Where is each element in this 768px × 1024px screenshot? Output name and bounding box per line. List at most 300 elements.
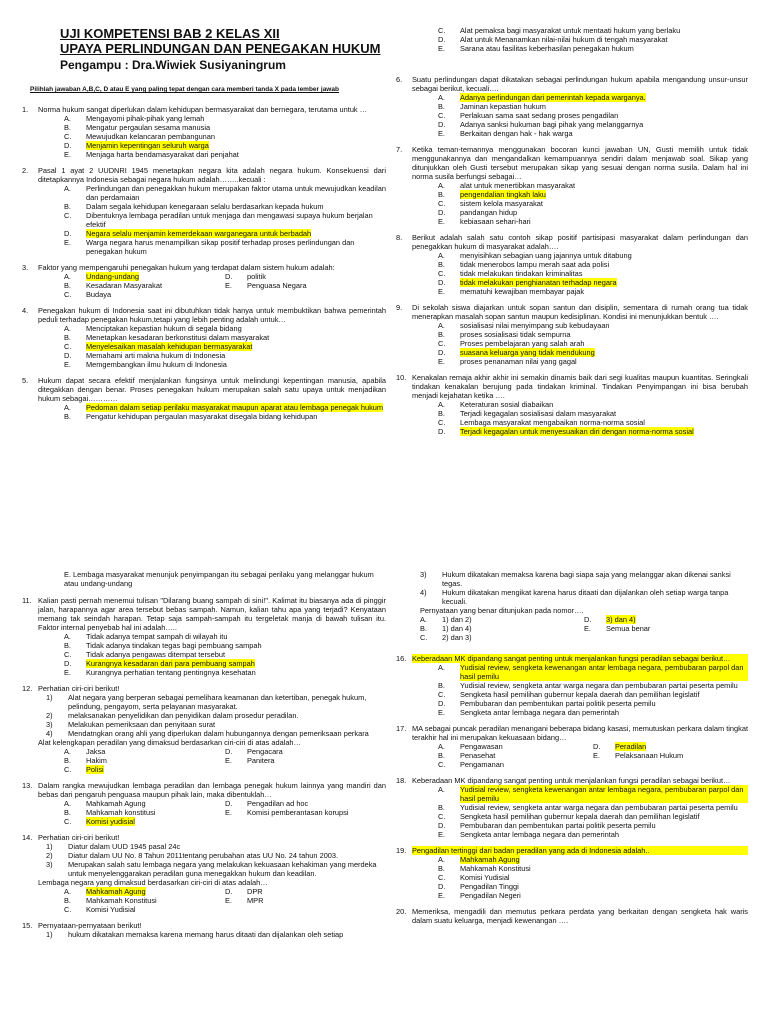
question-stem [22,833,386,842]
option-text: Pengadilan Negeri [460,891,521,900]
answer-option [64,324,386,333]
answer-option [438,44,748,53]
question-list-page1-left [22,105,386,421]
option-text: hukum dikatakan memaksa karena memang harus ditaati dan dijalankan oleh setiap [68,930,344,939]
question-text: Keberadaan MK dipandang sangat penting untuk menjalankan fungsi peradilan sebagai berikut… [412,654,748,663]
question-number: 19. [396,846,407,855]
answer-option [64,668,386,677]
question-number: 15. [22,921,33,930]
answer-option [438,409,748,418]
option-text: Mahkamah Konstitusi [460,864,531,873]
answer-option [438,427,748,436]
answer-option [64,281,225,290]
author-line: Pengampu : Dra.Wiwiek Susiyaningrum [60,58,286,72]
option-text: Terjadi kegagalan untuk menyesuaikan diri dengan norma-norma sosial [460,427,694,436]
option-letter: B. [64,896,71,905]
option-letter: E. [584,624,591,633]
answer-option [64,351,386,360]
option-text: Sengketa hasil pemilihan gubernur kepala daerah dan pemilihan legislatif [460,690,700,699]
question-stem [396,654,748,663]
option-text: menyisihkan sebagian uang jajannya untuk ditabung [460,251,632,260]
question-number: 11. [22,596,32,605]
question-number: 12. [22,684,33,693]
question-followup: Pernyataan yang benar ditunjukan pada nomor…. [420,606,584,615]
option-letter: C. [438,339,446,348]
question-number: 3. [22,263,29,272]
option-text: Alat pemaksa bagi masyarakat untuk mentaati hukum yang berlaku [460,26,681,35]
statement-item [420,570,748,588]
answer-option [420,624,584,633]
answer-option [64,799,225,808]
option-text: Mendatngkan orang ahli yang diperlukan dalam hubungannya dengan pemeriksaan perkara [68,729,369,738]
question-item [396,303,748,366]
option-letter: B. [438,864,445,873]
option-text: Hukum dikatakan mengikat karena harus ditaati dan dijalankan oleh setiap warga tanpa kecuali. [442,588,729,606]
question-text: Faktor yang mempengaruhi penegakan hukum yang terdapat dalam sistem hukum adalah: [38,263,335,272]
question-number: 9. [396,303,403,312]
option-text: Menjaga harta bendamasyarakat dari penjahat [86,150,239,159]
answer-option [438,129,748,138]
question-item [396,75,748,138]
option-text: Pengadilan Tinggi [460,882,519,891]
answer-option [438,812,748,821]
question-item [396,233,748,296]
option-letter: 1) [46,930,53,939]
option-letter: D. [64,351,72,360]
option-text: Yudisial review, sengketa antar warga negara dan pembubaran partai peserta pemilu [460,803,738,812]
option-text: Keteraturan sosial diabaikan [460,400,554,409]
answer-option [225,272,386,281]
option-letter: C. [64,905,72,914]
answer-options [438,251,748,296]
option-letter: A. [64,632,71,641]
answer-options [64,184,386,256]
question-text: Perhatian ciri-ciri berikut! [38,684,120,693]
option-text: Adanya perlindungan dari pemerintah kepada warganya. [460,93,646,102]
option-letter: E. [225,896,232,905]
option-text: Memahami arti makna hukum di Indonesia [86,351,226,360]
option-text: tidak melakukan penghianatan terhadap negara [460,278,617,287]
question-stem [22,166,386,184]
answer-option [438,699,748,708]
option-letter: B. [438,803,445,812]
option-text: Yudisial review, sengketa kewenangan antar lembaga negara, pembubaran parpol dan hasil pemilu [460,785,748,803]
answer-option [438,26,748,35]
option-letter: 3) [46,860,53,869]
option-letter: A. [438,321,445,330]
answer-option [438,278,748,287]
answer-option [438,348,748,357]
answer-option [438,891,748,900]
option-text: Alat untuk Menanamkan nilai-nilai hukum di tengah masyarakat [460,35,668,44]
option-text: 1) dan 2) [442,615,472,624]
option-text: Menciptakan kepastian hukum di segala bidang [86,324,242,333]
answer-option [64,659,386,668]
question-text: MA sebagai puncak peradilan menangani beberapa bidang kasasi, memutuskan perkara dalam tingkat terakhir hal ini merupakan kekuasaan bidang… [412,724,748,742]
answer-option [438,321,748,330]
question-number: 1. [22,105,29,114]
option-letter: E. [225,756,232,765]
answer-option [64,333,386,342]
document-page-2 [0,560,768,1024]
option-text: Peradilan [615,742,647,751]
option-text: 3) dan 4) [606,615,636,624]
answer-options [438,855,748,900]
option-text: sosialisasi nilai menyimpang sub kebudayaan [460,321,610,330]
answer-option [64,238,386,256]
answer-option [64,887,225,896]
question-stem [396,724,748,742]
question-stem [396,145,748,181]
question-stem [396,907,748,925]
option-letter: A. [438,181,445,190]
answer-option [438,663,748,681]
question-item [396,654,748,717]
answer-option [225,887,386,896]
option-letter: A. [438,742,445,751]
option-text: Lembaga masyarakat mengabaikan norma-norma sosial [460,418,645,427]
option-letter: 3) [420,570,427,579]
answer-option [438,690,748,699]
option-text: Hukum dikatakan memaksa karena bagi siapa saja yang melanggar akan dikenai sanksi tegas. [442,570,731,588]
question-item [22,166,386,256]
answer-option [438,208,748,217]
option-letter: D. [64,659,72,668]
page2-right-column [396,570,748,1024]
question-stem [22,684,386,693]
answer-option [64,141,386,150]
option-text: Undang-undang [86,272,140,281]
option-letter: D. [225,799,233,808]
option-text: Memgembangkan ilmu hukum di Indonesia [86,360,227,369]
option-text: Komisi Yudisial [86,905,136,914]
option-letter: A. [438,855,445,864]
option-text: proses sosialisasi tidak sempurna [460,330,571,339]
question-item [22,833,386,914]
question-list-page1-right [396,75,748,436]
answer-option [64,132,386,141]
option-text: Terjadi kegagalan sosialisasi dalam masyarakat [460,409,617,418]
answer-option [438,199,748,208]
option-text: Perlindungan dan penegakkan hukum merupakan faktor utama untuk mewujudkan keadilan dan perdamaian [86,184,386,202]
option-letter: A. [438,251,445,260]
option-text: suasana keluarga yang tidak mendukung [460,348,595,357]
option-text: Jaminan kepastian hukum [460,102,546,111]
answer-options [64,324,386,369]
page1-left-column [22,26,386,538]
option-text: Mahkamah konstitusi [86,808,156,817]
option-text: Sengketa antar lembaga negara dan pemerintah [460,708,620,717]
option-letter: A. [438,400,445,409]
answer-option [438,873,748,882]
option-letter: B. [64,641,71,650]
answer-option [438,93,748,102]
answer-option [64,756,225,765]
option-letter: A. [64,403,71,412]
answer-option [64,403,386,412]
option-letter: D. [225,887,233,896]
question-text: Dalam rangka mewujudkan lembaga peradilan dan lembaga penegak hukum lainnya yang mandiri dan bebas dari pengaruh penguasa maupun pihak lain, maka dibentuklah… [38,781,386,799]
option-letter: A. [64,747,71,756]
option-letter: E. [438,357,445,366]
answer-option [64,229,386,238]
option-letter: A. [64,184,71,193]
answer-options [438,93,748,138]
answer-option [438,418,748,427]
answer-option [438,330,748,339]
question-stem [22,781,386,799]
option-letter: 3) [46,720,53,729]
question-number: 18. [396,776,407,785]
question-item [396,907,748,925]
option-letter: B. [438,409,445,418]
option-letter: C. [64,132,72,141]
option-letter: B. [438,681,445,690]
option-text: Komisi yudisial [86,817,135,826]
question-text: Suatu perlindungan dapat dikatakan sebagai perlindungan hukum apabila mengandung unsur-unsur sebagai berikut, kecuali…. [412,75,748,93]
option-letter: B. [64,808,71,817]
option-letter: E. [225,281,232,290]
option-letter: B. [438,260,445,269]
statement-item [46,842,386,851]
option-text: Menetapkan kesadaran berkonstitusi dalam masyarakat [86,333,270,342]
statement-item [420,588,748,606]
question-item [22,921,386,939]
answer-option [225,756,386,765]
option-letter: 2) [46,851,53,860]
answer-option [438,708,748,717]
option-letter: D. [438,882,446,891]
answer-option [64,650,386,659]
option-text: Menyelesaikan masalah kehidupan bermasyarakat [86,342,253,351]
option-text: MPR [247,896,264,905]
answer-option [438,785,748,803]
option-text: Proses pembelajaran yang salah arah [460,339,585,348]
option-letter: 2) [46,711,53,720]
option-text: Dalam segala kehidupan kenegaraan selalu berdasarkan kepada hukum [86,202,324,211]
option-letter: D. [225,272,233,281]
option-text: tidak menerobos lampu merah saat ada polisi [460,260,610,269]
answer-option [438,190,748,199]
option-text: politik [247,272,266,281]
question-text: Di sekolah siswa diajarkan untuk sopan santun dan disiplin, sementara di rumah orang tua tidak menerapkan masalah sopan santun maupun kedisiplinan. Kondisi ini menunjukkan bentuk …. [412,303,748,321]
question-stem [396,846,748,855]
question-number: 16. [396,654,407,663]
answer-option [438,864,748,873]
question-stem [396,776,748,785]
question-text: Kenakalan remaja akhir akhir ini semakin dinamis baik dari segi kualitas maupun kuantitas. Seringkali tindakan kenakalan berujung pada tindakan kriminal. Tindakan Penyimpangan ini bisa berubah menjadi kejahatan ketika …. [412,373,748,400]
answer-options-grid [420,615,748,642]
option-text: 2) dan 3) [442,633,472,642]
answer-options [64,114,386,159]
option-text: Sengketa antar lembaga negara dan pemerintah [460,830,620,839]
option-text: Mengatur pergaulan sesama manusia [86,123,211,132]
option-letter: D. [438,278,446,287]
option-text: Kurangnya perhatian tentang pentingnya kesehatan [86,668,256,677]
answer-option [438,760,593,769]
option-letter: D. [438,427,446,436]
question-number: 13. [22,781,33,790]
answer-options-grid [64,799,386,826]
option-text: Pelaksanaan Hukum [615,751,684,760]
option-letter: C. [438,760,446,769]
option-letter: D. [225,747,233,756]
question-item [396,145,748,226]
continued-statements [396,570,748,642]
question-number: 8. [396,233,403,242]
answer-option [64,290,225,299]
option-letter: E. [438,891,445,900]
option-text: Yudisial review, sengketa kewenangan antar lembaga negara, pembubaran parpol dan hasil pemilu [460,663,748,681]
option-letter: B. [438,102,445,111]
question-stem [22,263,386,272]
page1-right-column [396,26,748,538]
question-text: Perhatian ciri-ciri berikut! [38,833,120,842]
option-letter: C. [64,650,72,659]
option-letter: D. [64,141,72,150]
question-number: 17. [396,724,407,733]
option-letter: C. [64,290,72,299]
answer-option [438,681,748,690]
answer-option [593,742,748,751]
option-text: Mahkamah Agung [86,799,146,808]
answer-option [438,751,593,760]
statement-list [46,693,386,738]
option-letter: B. [64,756,71,765]
option-text: Melakukan pemeriksaan dan penyitaan surat [68,720,216,729]
answer-options-grid [438,742,748,769]
option-letter: D. [438,699,446,708]
question-number: 4. [22,306,29,315]
option-letter: D. [438,348,446,357]
question-number: 2. [22,166,29,175]
answer-option [438,120,748,129]
option-letter: E. [438,44,445,53]
option-letter: C. [438,812,446,821]
option-text: Polisi [86,765,104,774]
option-text: Mengayomi pihak-pihak yang lemah [86,114,205,123]
statement-list [46,930,386,939]
option-text: Warga negara harus menampilkan sikap positif terhadap proses perlindungan dan penegakan hukum [86,238,355,256]
option-letter: A. [438,93,445,102]
option-text: DPR [247,887,263,896]
option-text: Mahkamah Agung [460,855,520,864]
question-item [396,776,748,839]
option-letter: C. [438,690,446,699]
question-stem [396,75,748,93]
option-letter: D. [438,208,446,217]
option-text: Pengadilan ad hoc [247,799,309,808]
answer-option [64,150,386,159]
option-text: Mahkamah Agung [86,887,146,896]
option-text: Dibentuknya lembaga peradilan untuk menjaga dan mengawasi supaya hukum berjalan efektif [86,211,373,229]
statement-item [46,711,386,720]
statement-item [46,860,386,878]
answer-option [64,905,225,914]
statement-list [46,842,386,878]
option-text: alat untuk menertibkan masyarakat [460,181,576,190]
option-text: Merupakan salah satu lembaga negara yang melakukan kekuasaan kehakiman yang merdeka untuk menyelenggarakan peradilan guna menegakkan hukum dan keadilan. [68,860,377,878]
statement-item [46,930,386,939]
option-letter: E. [225,808,232,817]
answer-options [438,400,748,436]
option-letter: E. [438,830,445,839]
option-text: Tidak adanya pengawas ditempat tersebut [86,650,226,659]
option-letter: E. [64,668,71,677]
answer-option [438,855,748,864]
option-letter: A. [438,663,445,672]
answer-option [438,260,748,269]
option-letter: A. [64,799,71,808]
question-number: 14. [22,833,33,842]
option-letter: C. [438,269,446,278]
question-item [22,263,386,299]
continued-option-text: E. Lembaga masyarakat menunjuk penyimpangan itu sebagai perilaku yang melanggar hukum atau undang-undang [64,570,374,588]
option-text: Pengawasan [460,742,503,751]
option-text: melaksanakan penyelidikan dan penyidikan dalam prosedur peradilan. [68,711,299,720]
answer-option [64,211,386,229]
answer-option [438,357,748,366]
option-text: Mewujudkan kelancaran pembangunan [86,132,216,141]
instruction-text: Pilihlah jawaban A,B,C, D atau E yang paling tepat dengan cara memberi tanda X pada lember jawab [30,86,339,93]
option-letter: C. [64,211,72,220]
option-letter: B. [420,624,427,633]
question-followup: Lembaga negara yang dimaksud berdasarkan ciri-ciri di atas adalah… [38,878,268,887]
option-text: Panitera [247,756,275,765]
question-followup: Alat kelengkapan peradilan yang dimaksud berdasarkan ciri-ciri di atas adalah… [38,738,301,747]
answer-options [438,785,748,839]
option-letter: E. [64,360,71,369]
question-number: 5. [22,376,29,385]
question-stem [22,306,386,324]
option-letter: D. [64,229,72,238]
option-text: Jaksa [86,747,106,756]
answer-option [64,184,386,202]
option-text: Diatur dalam UUD 1945 pasal 24c [68,842,181,851]
answer-option [593,751,748,760]
question-text: Pengadilan tertinggi dari badan peradilan yang ada di Indonesia adalah.. [412,846,748,855]
question-item [396,846,748,900]
option-letter: C. [64,765,72,774]
answer-option [438,217,748,226]
statement-list [420,570,748,606]
page-divider [0,538,768,560]
option-letter: B. [64,333,71,342]
answer-options-grid [64,272,386,299]
answer-options [438,663,748,717]
option-letter: A. [64,272,71,281]
answer-options [64,632,386,677]
question-text: Ketika teman-temannya menggunakan bocoran kunci jawaban UN, Gusti memilih untuk tidak menggunakannya dan mengandalkan kemampuannya sendiri dalam menjawab soal. Sikap yang ditunjukkan oleh Gusti tersebut merupakan sikap yang sesuai dengan norma susila. Dalam hal ini norma susila berfungsi sebagai… [412,145,748,181]
answer-options-grid [64,747,386,774]
option-letter: 1) [46,842,53,851]
option-letter: D. [438,120,446,129]
question-stem [22,105,386,114]
option-text: Menjamin kepentingan seluruh warga [86,141,209,150]
question-stem [396,233,748,251]
option-letter: B. [438,190,445,199]
option-text: Mahkamah Konstitusi [86,896,157,905]
option-letter: C. [438,418,446,427]
option-text: tidak melakukan tindakan kriminalitas [460,269,583,278]
option-letter: D. [438,35,446,44]
answer-option [64,412,386,421]
answer-option [64,641,386,650]
question-item [396,373,748,436]
option-letter: C. [438,26,446,35]
question-number: 10. [396,373,407,382]
option-text: Perlakuan sama saat sedang proses pengadilan [460,111,619,120]
